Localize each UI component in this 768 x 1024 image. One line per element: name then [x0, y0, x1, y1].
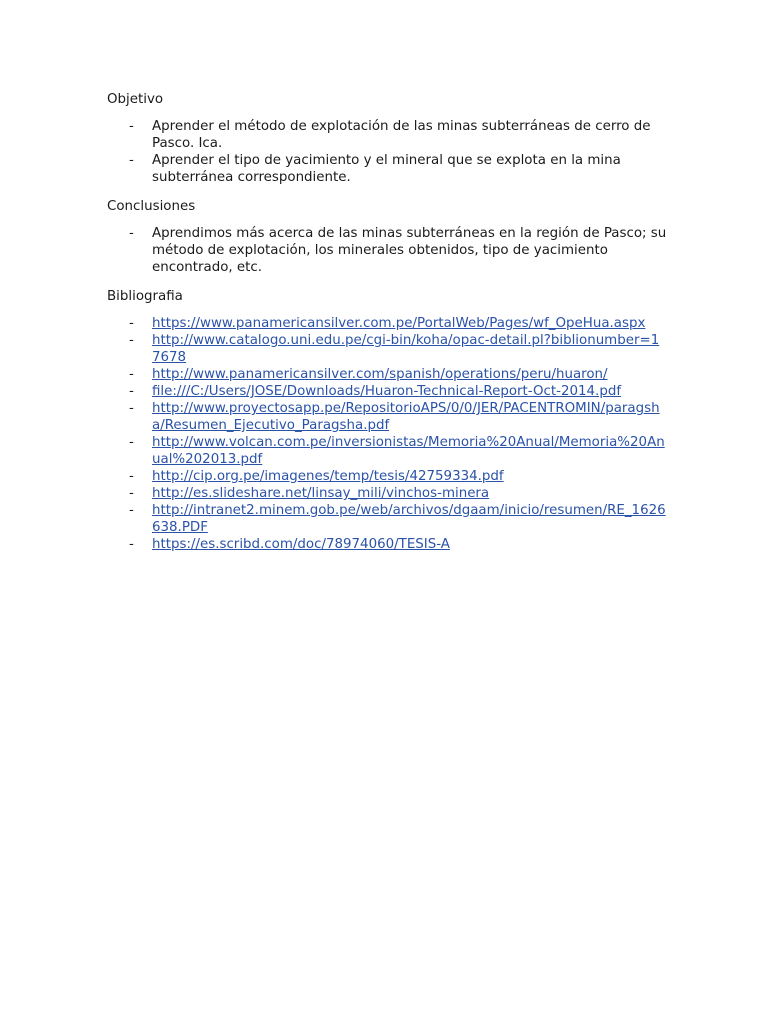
bullet-dash: - [129, 435, 134, 450]
bibliography-link-9[interactable]: http://intranet2.minem.gob.pe/web/archivos/dgaam/inicio/resumen/RE_1626638.PDF [152, 503, 666, 535]
bibliography-link-10[interactable]: https://es.scribd.com/doc/78974060/TESIS-A [152, 537, 450, 552]
objective-heading: Objetivo [107, 92, 164, 107]
bullet-dash: - [129, 503, 134, 518]
bibliography-link-7[interactable]: http://cip.org.pe/imagenes/temp/tesis/42759334.pdf [152, 469, 504, 484]
bullet-dash: - [129, 153, 134, 168]
bibliography-link-2[interactable]: http://www.catalogo.uni.edu.pe/cgi-bin/koha/opac-detail.pl?biblionumber=17678 [152, 333, 660, 365]
list-item [107, 152, 667, 186]
bibliography-link-3[interactable]: http://www.panamericansilver.com/spanish/operations/peru/huaron/ [152, 367, 608, 382]
bullet-dash: - [129, 401, 134, 416]
bibliography-link-6[interactable]: http://www.volcan.com.pe/inversionistas/Memoria%20Anual/Memoria%20Anual%202013.pdf [152, 435, 665, 467]
objective-list [107, 118, 667, 186]
bullet-dash: - [129, 226, 134, 241]
bullet-dash: - [129, 367, 134, 382]
conclusion-item-1: Aprendimos más acerca de las minas subterráneas en la región de Pasco; su método de explotación, los minerales obtenidos, tipo de yacimiento encontrado, etc. [152, 226, 667, 275]
bullet-dash: - [129, 119, 134, 134]
bullet-dash: - [129, 384, 134, 399]
bullet-dash: - [129, 537, 134, 552]
list-item [107, 400, 667, 434]
bibliography-heading: Bibliografia [107, 289, 183, 304]
conclusions-list [107, 225, 667, 276]
list-item [107, 332, 667, 366]
bibliography-link-1[interactable]: https://www.panamericansilver.com.pe/PortalWeb/Pages/wf_OpeHua.aspx [152, 316, 646, 331]
list-item [107, 536, 667, 553]
bibliography-link-5[interactable]: http://www.proyectosapp.pe/RepositorioAPS/0/0/JER/PACENTROMIN/paragsha/Resumen_Ejecutivo_Paragsha.pdf [152, 401, 660, 433]
bibliography-link-4[interactable]: file:///C:/Users/JOSE/Downloads/Huaron-Technical-Report-Oct-2014.pdf [152, 384, 622, 399]
document-page [107, 91, 667, 565]
objective-item-1: Aprender el método de explotación de las minas subterráneas de cerro de Pasco. Ica. [152, 119, 651, 151]
list-item [107, 502, 667, 536]
list-item [107, 383, 667, 400]
bullet-dash: - [129, 469, 134, 484]
list-item [107, 468, 667, 485]
list-item [107, 315, 667, 332]
list-item [107, 434, 667, 468]
bibliography-list [107, 315, 667, 553]
bullet-dash: - [129, 486, 134, 501]
list-item [107, 118, 667, 152]
list-item [107, 225, 667, 276]
bibliography-link-8[interactable]: http://es.slideshare.net/linsay_mili/vinchos-minera [152, 486, 490, 501]
bullet-dash: - [129, 316, 134, 331]
conclusions-heading: Conclusiones [107, 199, 196, 214]
objective-item-2: Aprender el tipo de yacimiento y el mineral que se explota en la mina subterránea correspondiente. [152, 153, 621, 185]
bullet-dash: - [129, 333, 134, 348]
list-item [107, 485, 667, 502]
list-item [107, 366, 667, 383]
